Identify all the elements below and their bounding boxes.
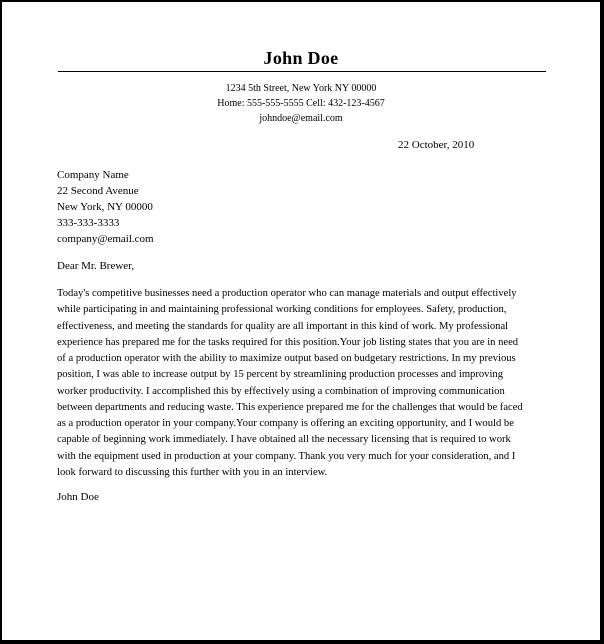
body-line: look forward to discussing this further with you in an interview. [57,466,328,478]
body-line: capable of beginning work immediately. I have obtained all the necessary licensing that is required to work [57,434,511,446]
letter-date: 22 October, 2010 [398,139,475,151]
sender-name: John Doe [263,48,339,68]
body-line: experience has prepared me for the tasks required for this position.Your job listing states that you are in need [57,336,519,348]
body-line: effectiveness, and meeting the standards for quality are all important in this kind of work. My professional [57,320,509,332]
header-divider [58,71,546,72]
salutation: Dear Mr. Brewer, [57,260,135,272]
body-line: while participating in and maintaining professional working conditions for employees. Safety, production, [57,304,507,316]
recipient-street: 22 Second Avenue [57,185,139,197]
sender-email: johndoe@email.com [259,113,343,124]
body-line: position, I was able to increase output by 15 percent by streamlining production processes and improving [57,369,504,381]
letter-body [57,286,547,481]
letter-page [2,2,600,640]
recipient-company: Company Name [57,169,129,181]
body-line: as a production operator in your company.Your company is offering an exciting opportunity, and I would be [57,418,514,429]
sender-contact-block [2,81,600,126]
recipient-city: New York, NY 00000 [57,201,153,213]
recipient-phone: 333-333-3333 [57,217,120,229]
recipient-email: company@email.com [57,233,154,245]
recipient-block [57,167,154,247]
signature-name: John Doe [57,491,99,503]
body-line: between departments and reducing waste. This experience prepared me for the challenges that would be faced [57,401,523,413]
sender-address: 1234 5th Street, New York NY 00000 [225,83,377,94]
sender-phones: Home: 555-555-5555 Cell: 432-123-4567 [217,98,385,109]
body-line: worker productivity. I accomplished this by effectively using a combination of improving communication [57,385,505,397]
body-line: Today's competitive businesses need a production operator who can manage materials and output effectively [57,288,517,299]
body-line: of a production operator with the ability to maximize output based on budgetary restrictions. In my previous [57,353,516,364]
body-line: with the equipment used in production at your company. Thank you very much for your consideration, and I [57,450,516,462]
